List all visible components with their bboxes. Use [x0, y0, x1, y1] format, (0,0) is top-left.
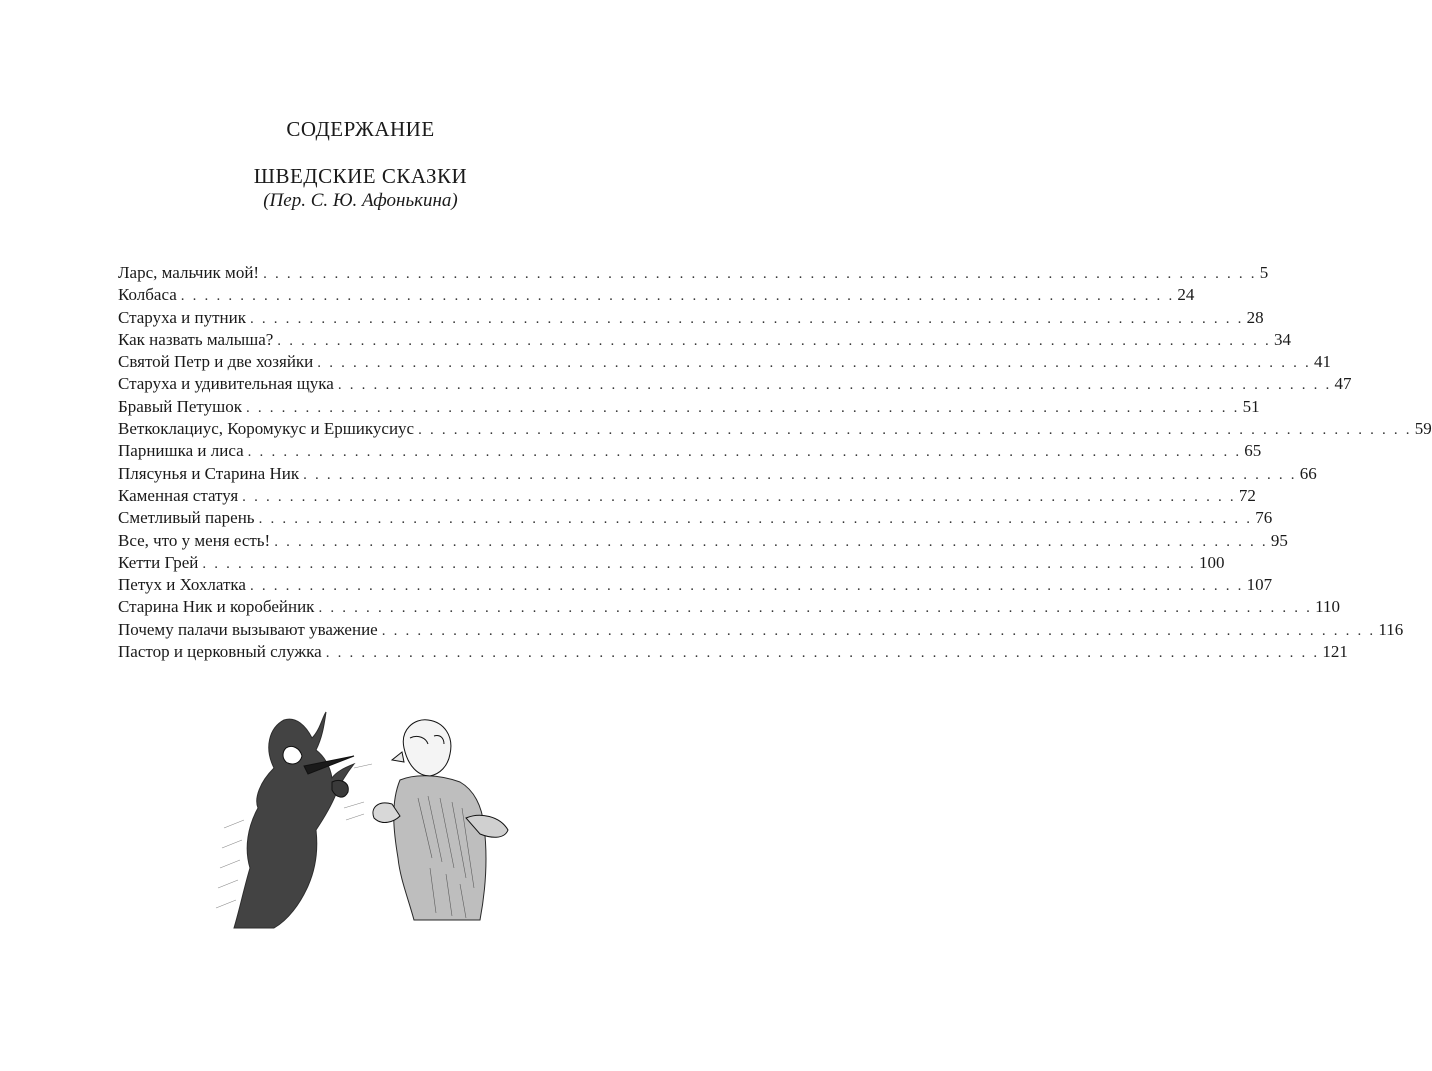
toc-entry-title: Колбаса — [118, 285, 177, 305]
toc-entry[interactable] — [118, 284, 1195, 306]
toc-leader-dots: . . . . . . . . . . . . . . . . . . . . . . . . . . . . . . . . . . . . . . . . . . . . . . . . . . . . . . . . . . . . . . . . . . . . . . . . . . . . . . . . . . . . — [249, 310, 1244, 327]
toc-entry[interactable] — [118, 440, 1262, 462]
old-woman-figure — [373, 720, 508, 920]
toc-entry[interactable] — [118, 351, 1331, 373]
toc-entry-title: Все, что у меня есть! — [118, 530, 271, 550]
toc-leader-dots: . . . . . . . . . . . . . . . . . . . . . . . . . . . . . . . . . . . . . . . . . . . . . . . . . . . . . . . . . . . . . . . . . . . . . . . . . . . . . . . . . . . . — [242, 488, 1236, 505]
devil-figure — [234, 712, 354, 928]
toc-leader-dots: . . . . . . . . . . . . . . . . . . . . . . . . . . . . . . . . . . . . . . . . . . . . . . . . . . . . . . . . . . . . . . . . . . . . . . . . . . . . . . . . . . . . — [180, 288, 1175, 305]
toc-leader-dots: . . . . . . . . . . . . . . . . . . . . . . . . . . . . . . . . . . . . . . . . . . . . . . . . . . . . . . . . . . . . . . . . . . . . . . . . . . . . . . . . . . . . — [325, 645, 1320, 662]
toc-entry-title: Старуха и путник — [118, 307, 246, 327]
toc-leader-dots: . . . . . . . . . . . . . . . . . . . . . . . . . . . . . . . . . . . . . . . . . . . . . . . . . . . . . . . . . . . . . . . . . . . . . . . . . . . . . . . . . . . . — [318, 600, 1313, 617]
toc-entry-title: Петух и Хохлатка — [118, 575, 246, 595]
toc-entry[interactable] — [118, 307, 1264, 329]
toc-leader-dots: . . . . . . . . . . . . . . . . . . . . . . . . . . . . . . . . . . . . . . . . . . . . . . . . . . . . . . . . . . . . . . . . . . . . . . . . . . . . . . . . . . . . — [274, 533, 1268, 550]
section-title: ШВЕДСКИЕ СКАЗКИ — [253, 164, 468, 188]
toc-entry[interactable] — [118, 641, 1348, 663]
toc-entry[interactable] — [118, 530, 1288, 552]
toc-leader-dots: . . . . . . . . . . . . . . . . . . . . . . . . . . . . . . . . . . . . . . . . . . . . . . . . . . . . . . . . . . . . . . . . . . . . . . . . . . . . . . . . . . . . — [418, 422, 1412, 439]
toc-entry-page: 34 — [1273, 329, 1291, 349]
toc-leader-dots: . . . . . . . . . . . . . . . . . . . . . . . . . . . . . . . . . . . . . . . . . . . . . . . . . . . . . . . . . . . . . . . . . . . . . . . . . . . . . . . . . . . . — [258, 511, 1253, 528]
table-of-contents — [118, 262, 1432, 663]
toc-entry-title: Парнишка и лиса — [118, 441, 244, 461]
toc-entry-page: 5 — [1259, 263, 1269, 282]
toc-entry-page: 116 — [1378, 619, 1404, 639]
toc-leader-dots: . . . . . . . . . . . . . . . . . . . . . . . . . . . . . . . . . . . . . . . . . . . . . . . . . . . . . . . . . . . . . . . . . . . . . . . . . . . . . . . . . . . . — [317, 355, 1311, 372]
toc-entry[interactable] — [118, 373, 1352, 395]
toc-entry-page: 100 — [1199, 552, 1225, 572]
toc-entry-title: Как назвать малыша? — [118, 329, 274, 349]
toc-entry[interactable] — [118, 507, 1273, 529]
translator-credit: (Пер. С. Ю. Афонькина) — [263, 190, 458, 211]
toc-entry-page: 72 — [1238, 485, 1256, 505]
toc-entry-page: 59 — [1414, 419, 1432, 439]
toc-entry[interactable] — [118, 552, 1225, 574]
toc-entry[interactable] — [118, 262, 1269, 284]
toc-entry[interactable] — [118, 418, 1432, 440]
toc-entry-page: 47 — [1334, 374, 1352, 394]
toc-entry-title: Плясунья и Старина Ник — [118, 463, 300, 483]
toc-entry[interactable] — [118, 329, 1291, 351]
toc-entry-title: Каменная статуя — [118, 485, 239, 505]
toc-leader-dots: . . . . . . . . . . . . . . . . . . . . . . . . . . . . . . . . . . . . . . . . . . . . . . . . . . . . . . . . . . . . . . . . . . . . . . . . . . . . . . . . . . . . — [337, 377, 1332, 394]
toc-entry-page: 110 — [1315, 597, 1340, 617]
toc-entry-title: Веткоклациус, Коромукус и Ершикусиус — [118, 419, 415, 439]
toc-leader-dots: . . . . . . . . . . . . . . . . . . . . . . . . . . . . . . . . . . . . . . . . . . . . . . . . . . . . . . . . . . . . . . . . . . . . . . . . . . . . . . . . . . . . — [247, 444, 1242, 461]
toc-entry-page: 51 — [1242, 396, 1260, 416]
toc-entry[interactable] — [118, 396, 1260, 418]
toc-entry-title: Сметливый парень — [118, 508, 255, 528]
toc-entry-title: Кетти Грей — [118, 552, 199, 572]
toc-entry-title: Бравый Петушок — [118, 396, 242, 416]
toc-leader-dots: . . . . . . . . . . . . . . . . . . . . . . . . . . . . . . . . . . . . . . . . . . . . . . . . . . . . . . . . . . . . . . . . . . . . . . . . . . . . . . . . . . . . — [249, 578, 1244, 595]
toc-entry-page: 24 — [1177, 285, 1195, 305]
toc-entry[interactable] — [118, 463, 1317, 485]
toc-leader-dots: . . . . . . . . . . . . . . . . . . . . . . . . . . . . . . . . . . . . . . . . . . . . . . . . . . . . . . . . . . . . . . . . . . . . . . . . . . . . . . . . . . . . — [303, 466, 1297, 483]
toc-entry-page: 95 — [1270, 530, 1288, 550]
toc-entry[interactable] — [118, 485, 1256, 507]
toc-entry-title: Пастор и церковный служка — [118, 642, 322, 662]
toc-entry-page: 41 — [1313, 352, 1331, 372]
toc-entry-page: 28 — [1246, 307, 1264, 327]
toc-entry[interactable] — [118, 574, 1273, 596]
toc-entry-page: 107 — [1246, 575, 1273, 595]
toc-entry-page: 66 — [1299, 463, 1317, 483]
toc-entry[interactable] — [118, 619, 1404, 641]
devil-and-old-woman-engraving-icon — [204, 708, 522, 930]
toc-entry-page: 65 — [1244, 441, 1262, 461]
toc-entry-title: Старуха и удивительная щука — [118, 374, 334, 394]
toc-entry-page: 121 — [1322, 642, 1348, 662]
toc-leader-dots: . . . . . . . . . . . . . . . . . . . . . . . . . . . . . . . . . . . . . . . . . . . . . . . . . . . . . . . . . . . . . . . . . . . . . . . . . . . . . . . . . . . . — [202, 555, 1196, 572]
toc-entry[interactable] — [118, 596, 1340, 618]
toc-leader-dots: . . . . . . . . . . . . . . . . . . . . . . . . . . . . . . . . . . . . . . . . . . . . . . . . . . . . . . . . . . . . . . . . . . . . . . . . . . . . . . . . . . . . — [381, 622, 1376, 639]
toc-entry-title: Старина Ник и коробейник — [118, 597, 315, 617]
page-title: СОДЕРЖАНИЕ — [286, 117, 435, 141]
toc-entry-title: Почему палачи вызывают уважение — [118, 619, 378, 639]
toc-leader-dots: . . . . . . . . . . . . . . . . . . . . . . . . . . . . . . . . . . . . . . . . . . . . . . . . . . . . . . . . . . . . . . . . . . . . . . . . . . . . . . . . . . . . — [245, 399, 1240, 416]
toc-leader-dots: . . . . . . . . . . . . . . . . . . . . . . . . . . . . . . . . . . . . . . . . . . . . . . . . . . . . . . . . . . . . . . . . . . . . . . . . . . . . . . . . . . . . — [263, 266, 1257, 282]
toc-entry-title: Святой Петр и две хозяйки — [118, 352, 314, 372]
toc-leader-dots: . . . . . . . . . . . . . . . . . . . . . . . . . . . . . . . . . . . . . . . . . . . . . . . . . . . . . . . . . . . . . . . . . . . . . . . . . . . . . . . . . . . . — [277, 332, 1271, 349]
toc-entry-page: 76 — [1255, 508, 1273, 528]
toc-entry-title: Ларс, мальчик мой! — [118, 263, 260, 282]
